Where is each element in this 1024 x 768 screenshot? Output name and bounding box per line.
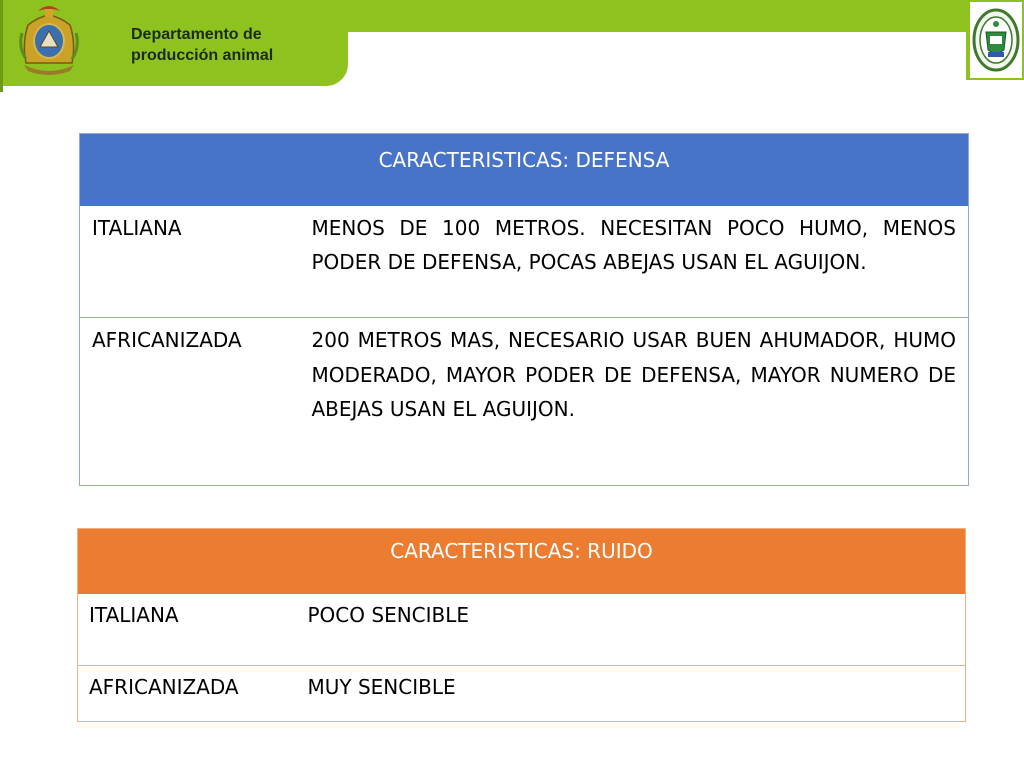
department-title-line2: producción animal xyxy=(131,47,274,64)
description-cell: MENOS DE 100 METROS. NECESITAN POCO HUMO, MENOS PODER DE DEFENSA, POCAS ABEJAS USAN EL AGUIJON. xyxy=(302,206,969,318)
table-row xyxy=(78,594,966,666)
breed-cell: ITALIANA xyxy=(78,594,308,666)
department-title xyxy=(131,24,331,66)
table-row xyxy=(80,206,969,318)
table-row xyxy=(80,318,969,486)
description-cell: 200 METROS MAS, NECESARIO USAR BUEN AHUMADOR, HUMO MODERADO, MAYOR PODER DE DEFENSA, MAYOR NUMERO DE ABEJAS USAN EL AGUIJON. xyxy=(311,328,956,421)
defensa-table xyxy=(79,133,969,486)
breed-cell: ITALIANA xyxy=(80,206,302,318)
university-seal-icon xyxy=(972,6,1020,74)
description-cell: MUY SENCIBLE xyxy=(307,675,456,699)
header-band-edge xyxy=(0,0,3,92)
table-row xyxy=(78,666,966,722)
ruido-table xyxy=(77,528,966,722)
ruido-table-title: CARACTERISTICAS: RUIDO xyxy=(78,529,966,594)
coat-of-arms-icon xyxy=(18,3,80,77)
breed-cell: AFRICANIZADA xyxy=(92,328,242,352)
department-title-line1: Departamento de xyxy=(131,26,262,43)
breed-cell: AFRICANIZADA xyxy=(89,675,239,699)
description-cell: POCO SENCIBLE xyxy=(308,594,966,666)
defensa-table-title: CARACTERISTICAS: DEFENSA xyxy=(80,134,969,206)
